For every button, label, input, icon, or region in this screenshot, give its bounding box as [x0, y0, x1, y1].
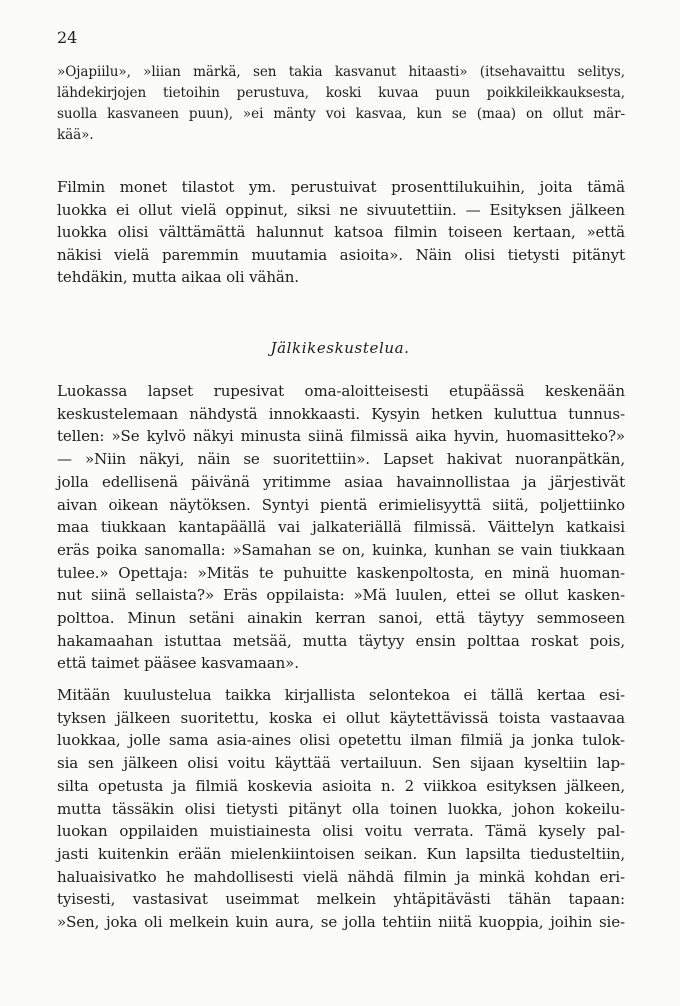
- text-line: sia sen jälkeen olisi voitu käyttää vertailuun. Sen sijaan kyseltiin lap-: [57, 754, 625, 773]
- text-line: luokka ei ollut vielä oppinut, siksi ne sivuutettiin. — Esityksen jälkeen: [57, 200, 625, 219]
- text-line: — »Niin näkyi, näin se suoritettiin». Lapset hakivat nuoranpätkän,: [57, 450, 625, 469]
- text-line: luokan oppilaiden muistiainesta olisi voitu verrata. Tämä kysely pal-: [57, 822, 625, 841]
- section-heading: Jälkikeskustelua.: [270, 339, 410, 357]
- page-number: 24: [57, 28, 78, 47]
- text-line: tyisesti, vastasivat useimmat melkein yhtäpitävästi tähän tapaan:: [57, 890, 625, 909]
- text-line: että taimet pääsee kasvamaan».: [57, 654, 299, 673]
- text-line: aivan oikean näytöksen. Syntyi pientä erimielisyyttä siitä, poljettiinko: [57, 495, 625, 514]
- text-line: silta opetusta ja filmiä koskevia asioita n. 2 viikkoa esityksen jälkeen,: [57, 776, 625, 795]
- text-line: tellen: »Se kylvö näkyi minusta siinä filmissä aika hyvin, huomasitteko?»: [57, 427, 625, 446]
- paragraph-follow-up: [57, 684, 625, 934]
- text-line: tehdäkin, mutta aikaa oli vähän.: [57, 268, 299, 287]
- text-line: haluaisivatko he mahdollisesti vielä nähdä filmin ja minkä kohdan eri-: [57, 867, 625, 886]
- text-line: jasti kuitenkin erään mielenkiintoisen seikan. Kun lapsilta tiedusteltiin,: [57, 844, 625, 863]
- paragraph-discussion: [57, 380, 625, 675]
- text-line: kää».: [57, 127, 94, 143]
- text-line: »Ojapiilu», »liian märkä, sen takia kasvanut hitaasti» (itsehavaittu selitys,: [57, 64, 625, 80]
- text-line: nut siinä sellaista?» Eräs oppilaista: »Mä luulen, ettei se ollut kasken-: [57, 586, 625, 605]
- text-line: Filmin monet tilastot ym. perustuivat prosenttilukuihin, joita tämä: [57, 178, 625, 196]
- text-line: lähdekirjojen tietoihin perustuva, koski kuvaa puun poikkileikkauksesta,: [57, 85, 625, 101]
- text-line: luokka olisi välttämättä halunnut katsoa filmin toiseen kertaan, »että: [57, 223, 625, 242]
- text-line: Mitään kuulustelua taikka kirjallista selontekoa ei tällä kertaa esi-: [57, 686, 625, 704]
- text-line: eräs poika sanomalla: »Samahan se on, kuinka, kunhan se vain tiukkaan: [57, 540, 625, 559]
- text-line: keskustelemaan nähdystä innokkaasti. Kysyin hetken kuluttua tunnus-: [57, 404, 625, 423]
- text-line: suolla kasvaneen puun), »ei mänty voi kasvaa, kun se (maa) on ollut mär-: [57, 106, 625, 122]
- text-line: maa tiukkaan kantapäällä vai jalkateriällä filmissä. Väittelyn katkaisi: [57, 518, 625, 537]
- text-line: Luokassa lapset rupesivat oma-aloitteisesti etupäässä keskenään: [57, 382, 625, 400]
- text-line: näkisi vielä paremmin muutamia asioita». Näin olisi tietysti pitänyt: [57, 245, 625, 264]
- text-line: jolla edellisenä päivänä yritimme asiaa havainnollistaa ja järjestivät: [57, 472, 625, 491]
- text-line: tulee.» Opettaja: »Mitäs te puhuitte kaskenpoltosta, en minä huoman-: [57, 563, 625, 582]
- paragraph-film-statistics: [57, 176, 625, 289]
- text-line: tyksen jälkeen suoritettu, koska ei ollut käytettävissä toista vastaavaa: [57, 708, 625, 727]
- text-line: polttoa. Minun setäni ainakin kerran sanoi, että täytyy semmoseen: [57, 609, 625, 628]
- text-line: luokkaa, jolle sama asia-aines olisi opetettu ilman filmiä ja jonka tulok-: [57, 731, 625, 750]
- text-line: hakamaahan istuttaa metsää, mutta täytyy ensin polttaa roskat pois,: [57, 631, 625, 650]
- text-line: mutta tässäkin olisi tietysti pitänyt olla toinen luokka, johon kokeilu-: [57, 799, 625, 818]
- text-line: »Sen, joka oli melkein kuin aura, se jolla tehtiin niitä kuoppia, joihin sie-: [57, 913, 625, 932]
- paragraph-quote-ojapiilu: [57, 62, 625, 146]
